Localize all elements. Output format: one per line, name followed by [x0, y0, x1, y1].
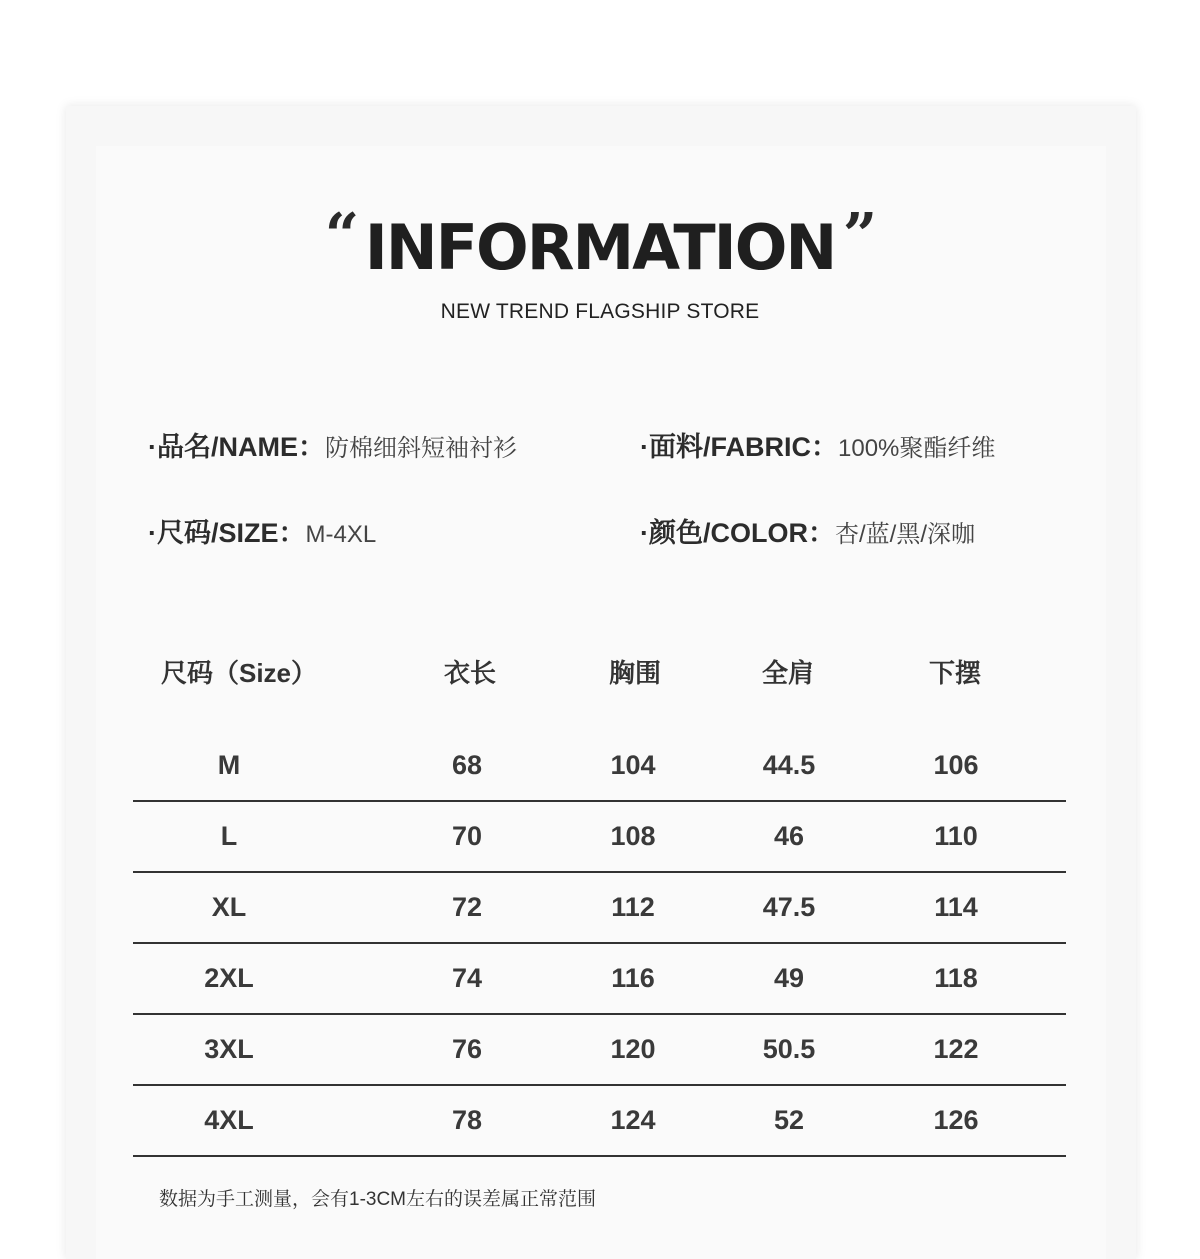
cell-size: M	[217, 750, 241, 780]
info-size-value: M-4XL	[305, 521, 377, 548]
size-table-body	[133, 731, 1066, 1157]
table-row	[133, 873, 1066, 944]
page-subtitle: NEW TREND FLAGSHIP STORE	[440, 300, 760, 323]
cell-chest: 108	[610, 821, 656, 851]
cell-shoulder: 52	[773, 1105, 805, 1135]
table-row	[133, 1086, 1066, 1157]
info-color-value: 杏/蓝/黑/深咖	[835, 521, 976, 548]
info-name-bullet: ·	[148, 432, 157, 462]
cell-chest: 104	[610, 750, 656, 780]
info-size-bullet: ·	[148, 518, 157, 548]
cell-length: 74	[451, 963, 483, 993]
info-fabric-bullet: ·	[640, 432, 649, 462]
table-row	[133, 944, 1066, 1015]
cell-length: 70	[451, 821, 483, 851]
cell-length: 76	[451, 1034, 483, 1064]
cell-hem: 106	[933, 750, 979, 780]
cell-size: 2XL	[204, 963, 254, 993]
close-quote-mark: ”	[842, 201, 876, 271]
cell-hem: 114	[934, 892, 978, 922]
cell-chest: 120	[610, 1034, 656, 1064]
info-size-key: 尺码/SIZE：	[157, 518, 306, 548]
info-fabric-key: 面料/FABRIC：	[649, 432, 838, 462]
cell-length: 72	[451, 892, 483, 922]
table-row	[133, 1015, 1066, 1086]
header-size: 尺码（Size）	[160, 658, 318, 688]
cell-chest: 116	[611, 963, 655, 993]
info-name-key: 品名/NAME：	[157, 432, 325, 462]
info-color-key: 颜色/COLOR：	[649, 518, 835, 548]
cell-size: 3XL	[204, 1034, 254, 1064]
cell-shoulder: 49	[773, 963, 805, 993]
cell-length: 68	[451, 750, 483, 780]
cell-hem: 110	[934, 821, 978, 851]
cell-size: XL	[211, 892, 247, 922]
cell-shoulder: 44.5	[762, 750, 816, 780]
title-block	[0, 201, 1200, 284]
page-title-text: INFORMATION	[364, 211, 836, 284]
table-row	[133, 731, 1066, 802]
header-chest: 胸围	[608, 658, 661, 688]
info-name	[148, 425, 517, 464]
info-fabric	[640, 425, 995, 464]
cell-hem: 118	[934, 963, 978, 993]
cell-size: 4XL	[204, 1105, 254, 1135]
info-fabric-value: 100%聚酯纤维	[838, 435, 996, 462]
cell-chest: 112	[611, 892, 655, 922]
cell-shoulder: 46	[773, 821, 805, 851]
header-shoulder: 全肩	[761, 658, 814, 688]
open-quote-mark: “	[324, 201, 358, 271]
info-color-bullet: ·	[640, 518, 649, 548]
cell-shoulder: 50.5	[762, 1034, 816, 1064]
cell-size: L	[220, 821, 238, 851]
table-row	[133, 802, 1066, 873]
cell-hem: 126	[933, 1105, 979, 1135]
cell-length: 78	[451, 1105, 483, 1135]
info-size	[148, 511, 376, 550]
header-length: 衣长	[443, 658, 496, 688]
header-hem: 下摆	[928, 658, 981, 688]
page-title	[324, 201, 876, 284]
info-color	[640, 511, 975, 550]
size-table-header	[133, 650, 1066, 696]
cell-shoulder: 47.5	[762, 892, 816, 922]
cell-hem: 122	[933, 1034, 979, 1064]
measurement-footnote: 数据为手工测量，会有1-3CM左右的误差属正常范围	[159, 1189, 597, 1210]
cell-chest: 124	[610, 1105, 656, 1135]
info-name-value: 防棉细斜短袖衬衫	[325, 435, 517, 462]
